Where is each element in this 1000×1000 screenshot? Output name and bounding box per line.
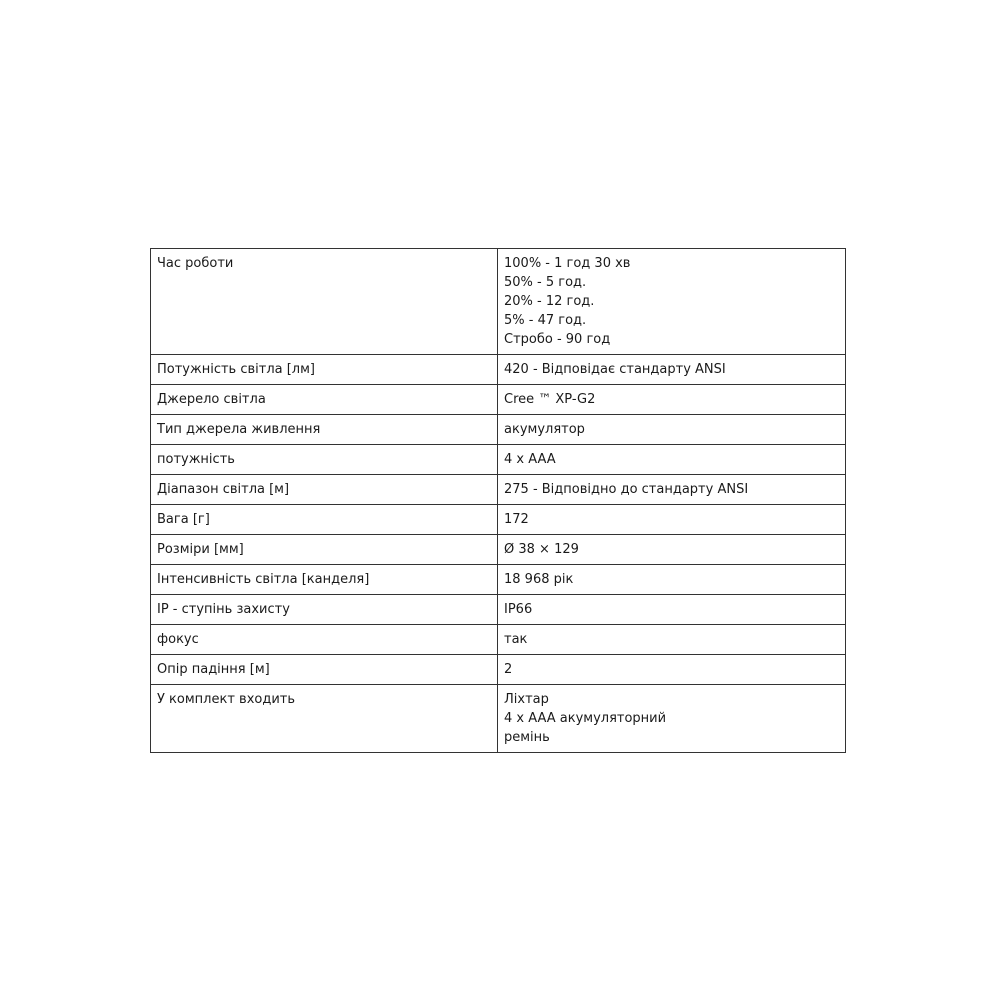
table-row bbox=[151, 445, 846, 475]
spec-value-line: 100% - 1 год 30 хв bbox=[504, 256, 631, 271]
spec-label: У комплект входить bbox=[151, 685, 498, 753]
spec-value: 4 x AAA bbox=[498, 445, 846, 475]
spec-value-line: ремінь bbox=[504, 730, 550, 745]
table-row bbox=[151, 355, 846, 385]
table-row bbox=[151, 249, 846, 355]
table-row bbox=[151, 565, 846, 595]
spec-value-line: 5% - 47 год. bbox=[504, 313, 587, 328]
spec-value-line: 4 x AAA акумуляторний bbox=[504, 711, 667, 726]
spec-value-line: 50% - 5 год. bbox=[504, 275, 587, 290]
spec-label: IP - ступінь захисту bbox=[151, 595, 498, 625]
spec-value-line: Стробо - 90 год bbox=[504, 332, 611, 347]
table-row bbox=[151, 385, 846, 415]
spec-value: IP66 bbox=[498, 595, 846, 625]
spec-value: так bbox=[498, 625, 846, 655]
spec-label: Потужність світла [лм] bbox=[151, 355, 498, 385]
spec-value-line: Ліхтар bbox=[504, 692, 549, 707]
spec-value: Cree ™ XP-G2 bbox=[498, 385, 846, 415]
spec-value: 18 968 рік bbox=[498, 565, 846, 595]
table-row bbox=[151, 415, 846, 445]
spec-value: 275 - Відповідно до стандарту ANSI bbox=[498, 475, 846, 505]
spec-label: Розміри [мм] bbox=[151, 535, 498, 565]
spec-value bbox=[498, 249, 846, 355]
spec-value: Ø 38 × 129 bbox=[498, 535, 846, 565]
spec-value: 420 - Відповідає стандарту ANSI bbox=[498, 355, 846, 385]
table-row bbox=[151, 685, 846, 753]
spec-label: потужність bbox=[151, 445, 498, 475]
spec-label: Опір падіння [м] bbox=[151, 655, 498, 685]
spec-table bbox=[150, 248, 846, 753]
table-row bbox=[151, 535, 846, 565]
table-row bbox=[151, 505, 846, 535]
spec-value bbox=[498, 685, 846, 753]
spec-value: акумулятор bbox=[498, 415, 846, 445]
spec-label: Вага [г] bbox=[151, 505, 498, 535]
spec-value: 172 bbox=[498, 505, 846, 535]
table-row bbox=[151, 475, 846, 505]
spec-label: Тип джерела живлення bbox=[151, 415, 498, 445]
spec-label: Час роботи bbox=[151, 249, 498, 355]
spec-label: фокус bbox=[151, 625, 498, 655]
spec-label: Діапазон світла [м] bbox=[151, 475, 498, 505]
table-row bbox=[151, 655, 846, 685]
table-row bbox=[151, 625, 846, 655]
spec-value-line: 20% - 12 год. bbox=[504, 294, 595, 309]
spec-value: 2 bbox=[498, 655, 846, 685]
spec-label: Інтенсивність світла [канделя] bbox=[151, 565, 498, 595]
spec-label: Джерело світла bbox=[151, 385, 498, 415]
table-row bbox=[151, 595, 846, 625]
